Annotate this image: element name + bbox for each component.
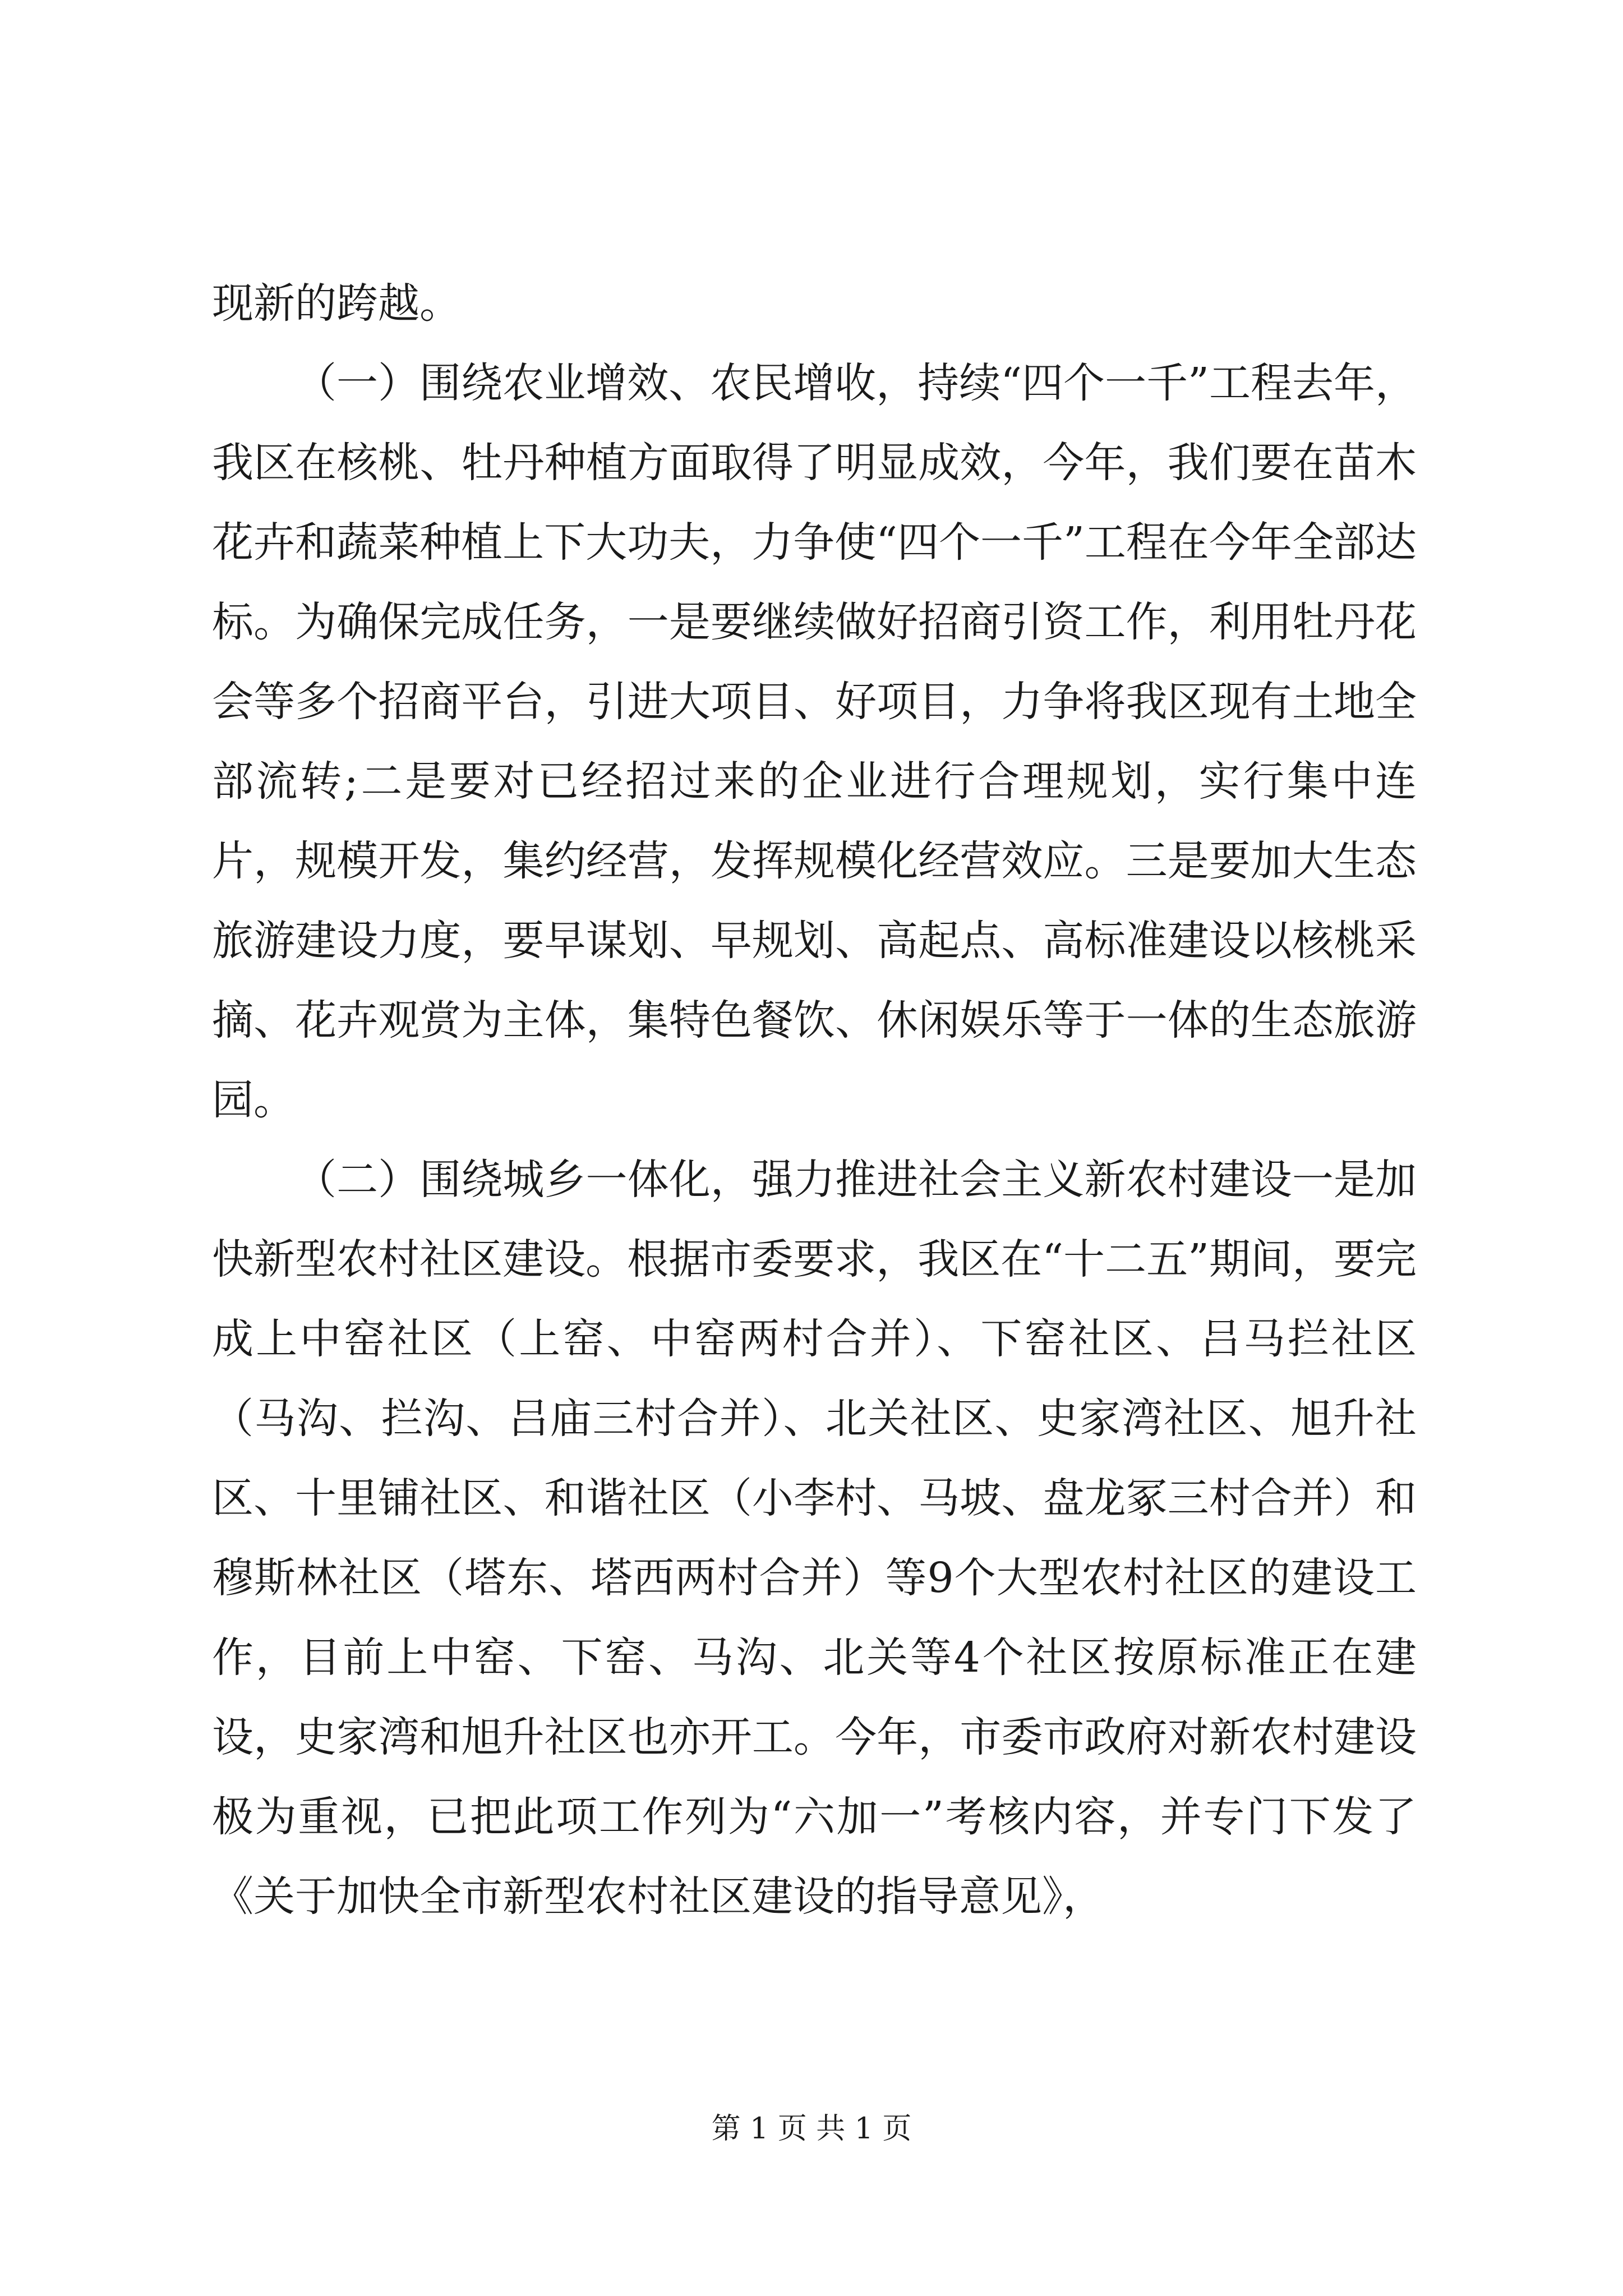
paragraph-rural-construction: （二）围绕城乡一体化，强力推进社会主义新农村建设一是加快新型农村社区建设。根据市委要求，我区在“十二五”期间，要完成上中窑社区（上窑、中窑两村合并）、下窑社区、吕马拦社区（马沟、拦沟、吕庙三村合并）、北关社区、史家湾社区、旭升社区、十里铺社区、和谐社区（小李村、马坡、盘龙冢三村合并）和穆斯林社区（塔东、塔西两村合并）等9个大型农村社区的建设工作，目前上中窑、下窑、马沟、北关等4个社区按原标准正在建设，史家湾和旭升社区也亦开工。今年，市委市政府对新农村建设极为重视，已把此项工作列为“六加一”考核内容，并专门下发了《关于加快全市新型农村社区建设的指导意见》， <box>212 1156 1417 1921</box>
document-body <box>212 264 1417 1936</box>
paragraph-continuation: 现新的跨越。 <box>212 279 461 328</box>
paragraph-agriculture: （一）围绕农业增效、农民增收，持续“四个一千”工程去年，我区在核桃、牡丹种植方面取得了明显成效，今年，我们要在苗木花卉和蔬菜种植上下大功夫，力争使“四个一千”工程在今年全部达标。为确保完成任务，一是要继续做好招商引资工作，利用牡丹花会等多个招商平台，引进大项目、好项目，力争将我区现有土地全部流转;二是要对已经招过来的企业进行合理规划，实行集中连片，规模开发，集约经营，发挥规模化经营效应。三是要加大生态旅游建设力度，要早谋划、早规划、高起点、高标准建设以核桃采摘、花卉观赏为主体，集特色餐饮、休闲娱乐等于一体的生态旅游园。 <box>212 359 1417 1124</box>
page-footer: 第 1 页 共 1 页 <box>711 2112 912 2146</box>
